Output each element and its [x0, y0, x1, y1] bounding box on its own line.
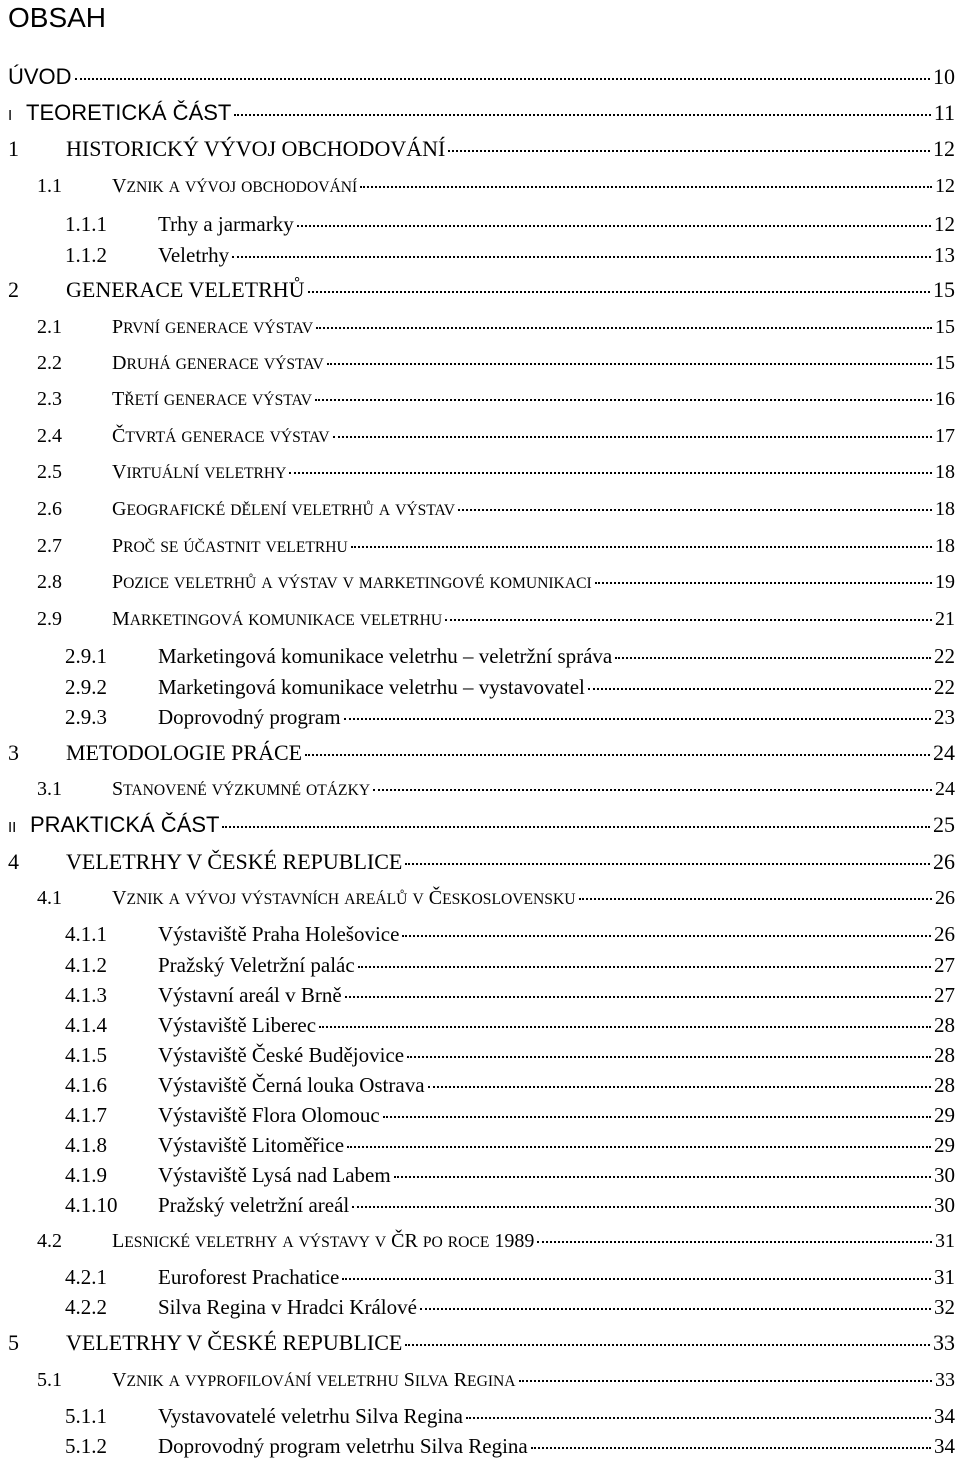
toc-entry-number: 4.1.3 [65, 983, 107, 1007]
toc-entry-page: 28 [934, 1013, 955, 1037]
toc-entry-page: 10 [933, 64, 955, 89]
toc-entry-page: 17 [935, 425, 955, 447]
toc-entry-page: 34 [934, 1404, 955, 1428]
toc-entry-number: 2.6 [37, 498, 62, 520]
toc-entry-number: II [8, 819, 17, 836]
toc-entry[interactable] [0, 99, 960, 130]
toc-entry-page: 33 [933, 1330, 955, 1355]
toc-entry-title: Výstaviště Liberec [158, 1013, 317, 1037]
toc-entry[interactable] [0, 920, 960, 948]
toc-leader-dots [537, 1241, 932, 1243]
toc-entry-page: 18 [935, 535, 955, 557]
toc-entry-title: Výstaviště Flora Olomouc [158, 1103, 380, 1127]
toc-entry-title: Výstaviště Praha Holešovice [158, 922, 400, 946]
toc-entry-page: 15 [933, 277, 955, 302]
toc-entry-title: Euroforest Prachatice [158, 1265, 340, 1289]
toc-entry-page: 19 [935, 571, 955, 593]
toc-entry-title: Pražský Veletržní palác [158, 953, 355, 977]
toc-leader-dots [407, 1056, 931, 1058]
toc-leader-dots [75, 78, 930, 80]
toc-leader-dots [315, 399, 932, 401]
toc-leader-dots [402, 935, 931, 937]
toc-entry-title: Doprovodný program veletrhu Silva Regina [158, 1434, 528, 1458]
toc-entry-page: 12 [934, 212, 955, 236]
toc-entry[interactable] [0, 241, 960, 269]
toc-entry[interactable] [0, 673, 960, 701]
toc-entry-number: 4.1.1 [65, 922, 107, 946]
toc-entry[interactable] [0, 1131, 960, 1159]
toc-entry-page: 31 [934, 1265, 955, 1289]
toc-leader-dots [615, 657, 931, 659]
toc-leader-dots [445, 619, 932, 621]
toc-entry-page: 28 [934, 1073, 955, 1097]
toc-entry-page: 15 [935, 352, 955, 374]
toc-leader-dots [360, 186, 932, 188]
toc-leader-dots [531, 1447, 931, 1449]
toc-entry-title: Výstaviště Lysá nad Labem [158, 1163, 391, 1187]
toc-entry[interactable] [0, 981, 960, 1009]
toc-entry-title: VIRTUÁLNÍ VELETRHY [112, 461, 287, 483]
toc-entry-number: 2 [8, 277, 19, 302]
toc-leader-dots [428, 1086, 931, 1088]
toc-leader-dots [383, 1116, 931, 1118]
page-title: OBSAH [8, 2, 107, 33]
toc-entry[interactable] [0, 1402, 960, 1430]
toc-entry-number: 5.1 [37, 1369, 62, 1391]
toc-entry[interactable] [0, 1101, 960, 1129]
toc-entry-title: POZICE VELETRHŮ A VÝSTAV V MARKETINGOVÉ KOMUNIKACI [112, 571, 592, 593]
toc-leader-dots [588, 688, 931, 690]
toc-leader-dots [305, 754, 930, 756]
toc-leader-dots [342, 1278, 931, 1280]
toc-leader-dots [222, 826, 930, 828]
toc-entry[interactable] [0, 172, 960, 202]
toc-entry-title: ČTVRTÁ GENERACE VÝSTAV [112, 425, 330, 447]
toc-entry-page: 18 [935, 461, 955, 483]
toc-entry[interactable] [0, 1329, 960, 1357]
toc-entry-page: 26 [934, 922, 955, 946]
toc-entry[interactable] [0, 1041, 960, 1069]
toc-entry-number: 4.1.7 [65, 1103, 107, 1127]
toc-entry-title: Trhy a jarmarky [158, 212, 294, 236]
toc-entry-title: VZNIK A VYPROFILOVÁNÍ VELETRHU SILVA REGINA [112, 1369, 516, 1391]
toc-leader-dots [466, 1417, 931, 1419]
toc-entry-page: 16 [935, 388, 955, 410]
toc-entry[interactable] [0, 739, 960, 767]
toc-entry-title: Pražský veletržní areál [158, 1193, 350, 1217]
toc-entry-number: 4.1.4 [65, 1013, 107, 1037]
toc-entry-title: Výstaviště Černá louka Ostrava [158, 1073, 425, 1097]
toc-entry[interactable] [0, 63, 960, 91]
toc-leader-dots [373, 789, 932, 791]
toc-entry[interactable] [0, 605, 960, 635]
toc-entry-title: Marketingová komunikace veletrhu – veletržní správa [158, 644, 613, 668]
toc-leader-dots [316, 327, 932, 329]
toc-entry-title: LESNICKÉ VELETRHY A VÝSTAVY V ČR PO ROCE 1989 [112, 1230, 535, 1252]
toc-entry-title: VELETRHY V ČESKÉ REPUBLICE [66, 849, 403, 874]
toc-entry-number: 4.1.6 [65, 1073, 107, 1097]
toc-entry-number: 4.1.9 [65, 1163, 107, 1187]
toc-entry-number: 2.4 [37, 425, 62, 447]
toc-leader-dots [289, 472, 932, 474]
toc-entry-number: 2.7 [37, 535, 62, 557]
toc-entry-number: 1.1.2 [65, 243, 107, 267]
toc-entry-number: 4.2 [37, 1230, 62, 1252]
toc-leader-dots [232, 256, 931, 258]
toc-entry[interactable] [0, 568, 960, 598]
toc-entry[interactable] [0, 642, 960, 670]
toc-entry[interactable] [0, 1293, 960, 1321]
toc-entry-title: GENERACE VELETRHŮ [66, 277, 305, 302]
toc-entry-page: 27 [934, 983, 955, 1007]
toc-entry-title: Výstavní areál v Brně [158, 983, 342, 1007]
toc-entry-title: PRVNÍ GENERACE VÝSTAV [112, 316, 314, 338]
toc-entry-number: 4.1 [37, 887, 62, 909]
toc-leader-dots [405, 863, 930, 865]
toc-leader-dots [345, 996, 931, 998]
toc-entry-page: 22 [934, 675, 955, 699]
toc-entry[interactable] [0, 458, 960, 488]
toc-entry[interactable] [0, 1263, 960, 1291]
toc-entry[interactable] [0, 775, 960, 805]
toc-entry-title: VZNIK A VÝVOJ VÝSTAVNÍCH AREÁLŮ V ČESKOSLOVENSKU [112, 887, 576, 909]
toc-entry-number: 5 [8, 1330, 19, 1355]
toc-entry[interactable] [0, 951, 960, 979]
toc-entry-page: 21 [935, 608, 955, 630]
toc-leader-dots [234, 114, 930, 116]
toc-entry-number: 2.3 [37, 388, 62, 410]
toc-entry[interactable] [0, 1432, 960, 1460]
toc-entry-page: 28 [934, 1043, 955, 1067]
toc-entry[interactable] [0, 884, 960, 914]
toc-entry-title: METODOLOGIE PRÁCE [66, 740, 303, 765]
toc-leader-dots [308, 291, 930, 293]
toc-entry-title: Vystavovatelé veletrhu Silva Regina [158, 1404, 464, 1428]
toc-entry-page: 24 [933, 740, 955, 765]
toc-entry-number: 1.1 [37, 175, 62, 197]
toc-entry-page: 29 [934, 1103, 955, 1127]
toc-entry-page: 23 [934, 705, 955, 729]
toc-entry[interactable] [0, 210, 960, 238]
toc-entry-title: TEORETICKÁ ČÁST [26, 100, 232, 125]
toc-entry-page: 26 [935, 887, 955, 909]
toc-leader-dots [394, 1176, 931, 1178]
toc-entry-page: 31 [935, 1230, 955, 1252]
toc-leader-dots [347, 1146, 931, 1148]
toc-entry[interactable] [0, 385, 960, 415]
toc-entry[interactable] [0, 313, 960, 343]
toc-entry-number: 4.1.8 [65, 1133, 107, 1157]
toc-entry-page: 30 [934, 1193, 955, 1217]
toc-leader-dots [327, 363, 932, 365]
toc-leader-dots [519, 1380, 932, 1382]
toc-leader-dots [319, 1026, 931, 1028]
toc-entry[interactable] [0, 532, 960, 562]
toc-entry-number: 4.2.2 [65, 1295, 107, 1319]
toc-entry-title: STANOVENÉ VÝZKUMNÉ OTÁZKY [112, 778, 371, 800]
toc-entry[interactable] [0, 1011, 960, 1039]
toc-entry[interactable] [0, 135, 960, 163]
toc-entry-number: 3.1 [37, 778, 62, 800]
toc-entry-title: Veletrhy [158, 243, 230, 267]
toc-entry[interactable] [0, 1161, 960, 1189]
toc-entry-page: 34 [934, 1434, 955, 1458]
toc-entry-title: Výstaviště České Budějovice [158, 1043, 405, 1067]
toc-entry-page: 22 [934, 644, 955, 668]
toc-entry-page: 11 [933, 100, 955, 125]
toc-leader-dots [297, 225, 931, 227]
toc-entry-number: 2.9.3 [65, 705, 107, 729]
toc-entry-number: 5.1.2 [65, 1434, 107, 1458]
toc-entry-page: 32 [934, 1295, 955, 1319]
toc-entry-title: Doprovodný program [158, 705, 341, 729]
toc-entry-title: Silva Regina v Hradci Králové [158, 1295, 417, 1319]
toc-entry-number: 2.1 [37, 316, 62, 338]
toc-entry-title: TŘETÍ GENERACE VÝSTAV [112, 388, 313, 410]
toc-entry-page: 13 [934, 243, 955, 267]
toc-entry-number: 1 [8, 136, 19, 161]
toc-entry-page: 15 [935, 316, 955, 338]
toc-entry-page: 25 [933, 812, 955, 837]
toc-entry-page: 18 [935, 498, 955, 520]
toc-entry-title: MARKETINGOVÁ KOMUNIKACE VELETRHU [112, 608, 443, 630]
toc-entry-number: 4.1.2 [65, 953, 107, 977]
toc-leader-dots [344, 718, 931, 720]
toc-entry-number: I [8, 107, 13, 124]
toc-entry-page: 33 [935, 1369, 955, 1391]
toc-entry-title: Výstaviště Litoměřice [158, 1133, 345, 1157]
toc-leader-dots [579, 898, 933, 900]
toc-entry[interactable] [0, 495, 960, 525]
toc-entry-page: 12 [933, 136, 955, 161]
toc-leader-dots [352, 1206, 931, 1208]
toc-entry-page: 26 [933, 849, 955, 874]
toc-entry[interactable] [0, 703, 960, 731]
toc-leader-dots [420, 1308, 931, 1310]
toc-entry-number: 2.5 [37, 461, 62, 483]
toc-leader-dots [448, 150, 930, 152]
toc-entry-page: 24 [935, 778, 955, 800]
toc-entry[interactable] [0, 422, 960, 452]
toc-entry-number: 2.2 [37, 352, 62, 374]
toc-entry-title: VELETRHY V ČESKÉ REPUBLICE [66, 1330, 403, 1355]
toc-leader-dots [333, 436, 932, 438]
toc-leader-dots [351, 546, 932, 548]
toc-entry[interactable] [0, 1227, 960, 1257]
toc-entry-number: 1.1.1 [65, 212, 107, 236]
toc-leader-dots [358, 966, 931, 968]
toc-entry[interactable] [0, 1071, 960, 1099]
toc-entry-title: VZNIK A VÝVOJ OBCHODOVÁNÍ [112, 175, 358, 197]
toc-entry-number: 5.1.1 [65, 1404, 107, 1428]
toc-entry-number: 4.1.10 [65, 1193, 118, 1217]
toc-entry[interactable] [0, 811, 960, 842]
toc-entry-title: PRAKTICKÁ ČÁST [30, 812, 220, 837]
toc-entry-title: Marketingová komunikace veletrhu – vystavovatel [158, 675, 585, 699]
toc-entry-title: PROČ SE ÚČASTNIT VELETRHU [112, 535, 348, 557]
toc-entry-number: 2.8 [37, 571, 62, 593]
toc-entry[interactable] [0, 349, 960, 379]
toc-entry-page: 27 [934, 953, 955, 977]
toc-entry-number: 2.9.2 [65, 675, 107, 699]
toc-entry[interactable] [0, 848, 960, 876]
toc-entry-title: GEOGRAFICKÉ DĚLENÍ VELETRHŮ A VÝSTAV [112, 498, 456, 520]
toc-entry-number: 2.9.1 [65, 644, 107, 668]
toc-leader-dots [405, 1344, 930, 1346]
toc-leader-dots [458, 509, 932, 511]
toc-leader-dots [595, 582, 932, 584]
toc-entry-number: 3 [8, 740, 19, 765]
toc-entry-page: 30 [934, 1163, 955, 1187]
toc-entry-page: 29 [934, 1133, 955, 1157]
toc-entry-title: ÚVOD [8, 64, 72, 89]
toc-entry-number: 4.2.1 [65, 1265, 107, 1289]
toc-entry[interactable] [0, 276, 960, 304]
toc-entry[interactable] [0, 1191, 960, 1219]
toc-entry[interactable] [0, 1366, 960, 1396]
toc-entry-number: 4 [8, 849, 19, 874]
toc-entry-page: 12 [935, 175, 955, 197]
toc-entry-number: 4.1.5 [65, 1043, 107, 1067]
toc-entry-title: DRUHÁ GENERACE VÝSTAV [112, 352, 324, 374]
toc-entry-number: 2.9 [37, 608, 62, 630]
toc-entry-title: HISTORICKÝ VÝVOJ OBCHODOVÁNÍ [66, 136, 446, 161]
